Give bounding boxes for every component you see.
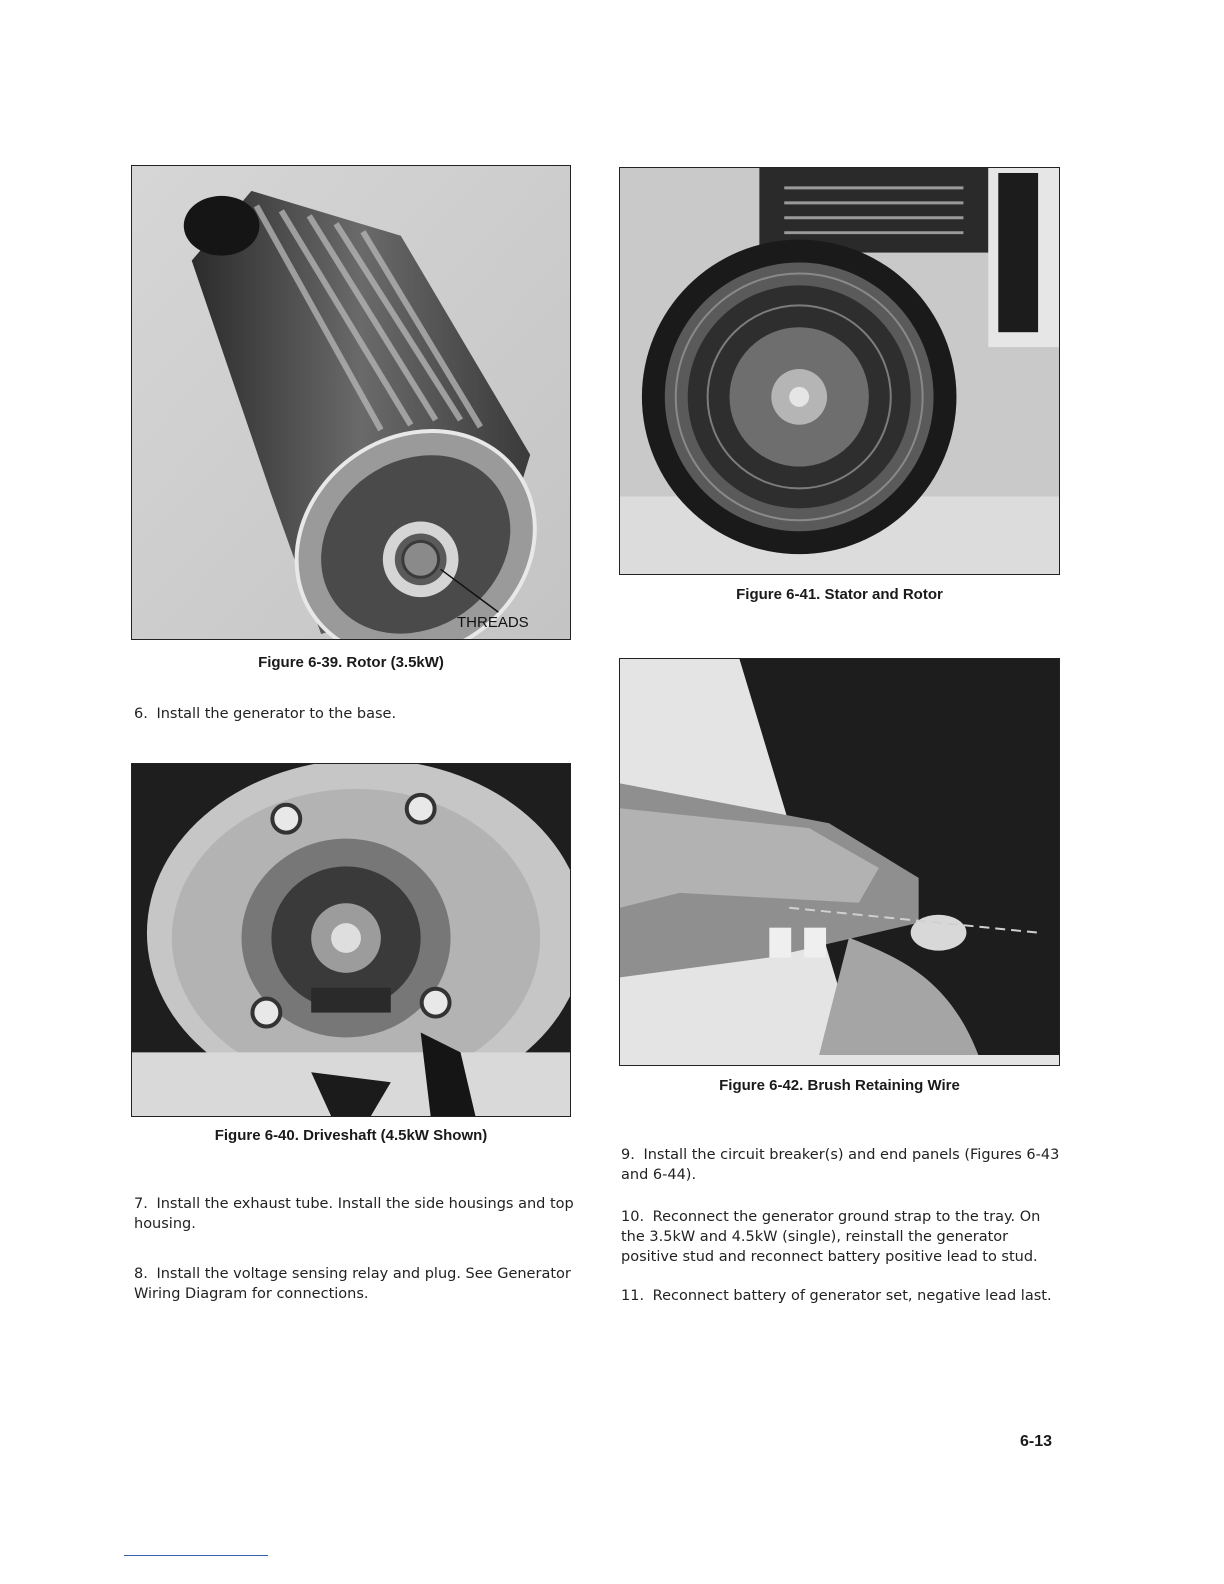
step-9-number: 9.	[621, 1147, 635, 1163]
threads-callout: THREADS	[457, 614, 529, 631]
figure-6-39-photo	[131, 165, 571, 640]
footer-rule	[124, 1555, 268, 1556]
step-8-number: 8.	[134, 1266, 148, 1282]
step-7-text: Install the exhaust tube. Install the side housings and top housing.	[134, 1196, 574, 1232]
step-10	[621, 1207, 1061, 1267]
page-number: 6-13	[1020, 1433, 1053, 1450]
step-11-number: 11.	[621, 1288, 645, 1304]
step-9	[621, 1145, 1061, 1185]
figure-6-39-caption: Figure 6-39. Rotor (3.5kW)	[258, 654, 444, 671]
step-8	[134, 1264, 574, 1304]
figure-6-41-caption: Figure 6-41. Stator and Rotor	[736, 586, 943, 603]
step-10-text: Reconnect the generator ground strap to the tray. On the 3.5kW and 4.5kW (single), reinstall the generator positive stud and reconnect battery positive lead to stud.	[621, 1209, 1041, 1265]
figure-6-41-photo	[619, 167, 1060, 575]
step-6-text: Install the generator to the base.	[156, 706, 397, 722]
step-10-number: 10.	[621, 1209, 645, 1225]
step-8-text: Install the voltage sensing relay and plug. See Generator Wiring Diagram for connections.	[134, 1266, 571, 1302]
step-6-number: 6.	[134, 706, 148, 722]
figure-6-40-photo	[131, 763, 571, 1117]
step-11-text: Reconnect battery of generator set, negative lead last.	[652, 1288, 1052, 1304]
step-7-number: 7.	[134, 1196, 148, 1212]
figure-6-42-caption: Figure 6-42. Brush Retaining Wire	[719, 1077, 960, 1094]
figure-6-40-caption: Figure 6-40. Driveshaft (4.5kW Shown)	[214, 1127, 488, 1144]
step-11	[621, 1286, 1061, 1306]
step-6	[134, 704, 574, 724]
step-9-text: Install the circuit breaker(s) and end panels (Figures 6-43 and 6-44).	[621, 1147, 1060, 1183]
figure-6-42-photo	[619, 658, 1060, 1066]
step-7	[134, 1194, 574, 1234]
